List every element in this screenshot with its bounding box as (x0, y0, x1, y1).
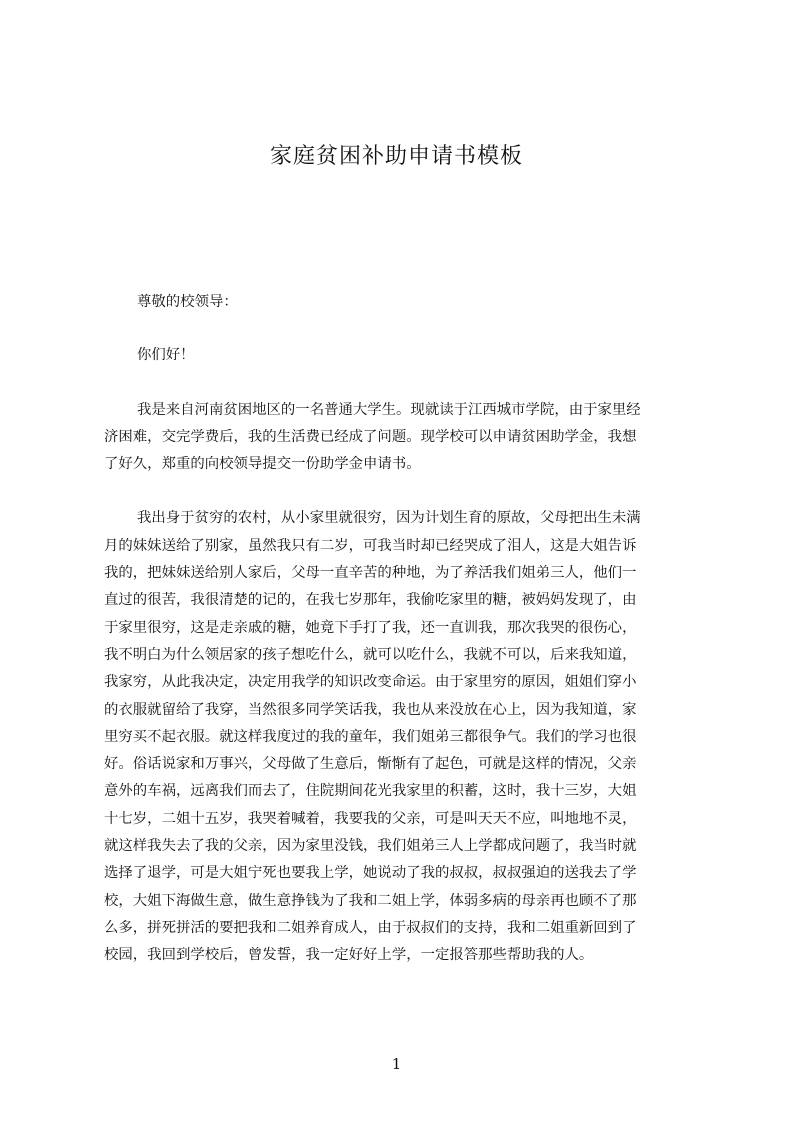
paragraph-line: 济困难，交完学费后，我的生活费已经成了问题。现学校可以申请贫困助学金，我想 (104, 428, 637, 445)
spacer (104, 370, 702, 397)
document-title: 家庭贫困补助申请书模板 (269, 144, 523, 169)
salutation: 尊敬的校领导： (137, 294, 238, 310)
paragraph-line: 我不明白为什么领居家的孩子想吃什么，就可以吃什么，我就不可以，后来我知道， (104, 646, 637, 663)
paragraph-line: 直过的很苦，我很清楚的记的，在我七岁那年，我偷吃家里的糖，被妈妈发现了，由 (104, 592, 637, 609)
paragraph-line: 月的妹妹送给了别家，虽然我只有二岁，可我当时却已经哭成了泪人，这是大姐告诉 (104, 537, 637, 554)
paragraph-line: 我是来自河南贫困地区的一名普通大学生。现就读于江西城市学院，由于家里经 (137, 401, 641, 418)
paragraph-line: 于家里很穷，这是走亲戚的糖，她竟下手打了我，还一直训我，那次我哭的很伤心， (104, 619, 637, 636)
paragraph-line: 校园，我回到学校后，曾发誓，我一定好好上学，一定报答那些帮助我的人。 (104, 947, 594, 964)
paragraph-line: 就这样我失去了我的父亲，因为家里没钱，我们姐弟三人上学都成问题了，我当时就 (104, 838, 637, 855)
paragraph-line: 么多，拼死拼活的要把我和二姐养育成人，由于叔叔们的支持，我和二姐重新回到了 (104, 919, 637, 936)
spacer (104, 478, 702, 505)
paragraph-line: 选择了退学，可是大姐宁死也要我上学，她说动了我的叔叔，叔叔强迫的送我去了学 (104, 865, 637, 882)
paragraph-line: 里穷买不起衣服。就这样我度过的我的童年，我们姐弟三都很争气。我们的学习也很 (104, 728, 637, 745)
paragraph-line: 了好久，郑重的向校领导提交一份助学金申请书。 (104, 456, 421, 473)
paragraph-line: 我出身于贫穷的农村，从小家里就很穷，因为计划生育的原故，父母把出生未满 (137, 510, 641, 527)
paragraph-line: 意外的车祸，远离我们而去了，住院期间花光我家里的积蓄，这时，我十三岁，大姐 (104, 783, 637, 800)
paragraph-line: 的衣服就留给了我穿，当然很多同学笑话我，我也从来没放在心上，因为我知道，家 (104, 701, 637, 718)
page-number: 1 (391, 1055, 402, 1073)
spacer (104, 316, 702, 342)
paragraph-1 (104, 397, 702, 479)
paragraph-2 (104, 505, 702, 969)
paragraph-line: 我家穷，从此我决定，决定用我学的知识改变命运。由于家里穷的原因，姐姐们穿小 (104, 674, 637, 691)
greeting: 你们好！ (137, 347, 195, 364)
paragraph-line: 十七岁，二姐十五岁，我哭着喊着，我要我的父亲，可是叫天天不应，叫地地不灵， (104, 810, 637, 827)
paragraph-line: 我的，把妹妹送给别人家后，父母一直辛苦的种地，为了养活我们姐弟三人，他们一 (104, 565, 637, 582)
document-body (104, 289, 702, 970)
paragraph-line: 校，大姐下海做生意，做生意挣钱为了我和二姐上学，体弱多病的母亲再也顾不了那 (104, 892, 637, 909)
paragraph-line: 好。俗话说家和万事兴，父母做了生意后，惭惭有了起色，可就是这样的情况，父亲 (104, 756, 637, 773)
